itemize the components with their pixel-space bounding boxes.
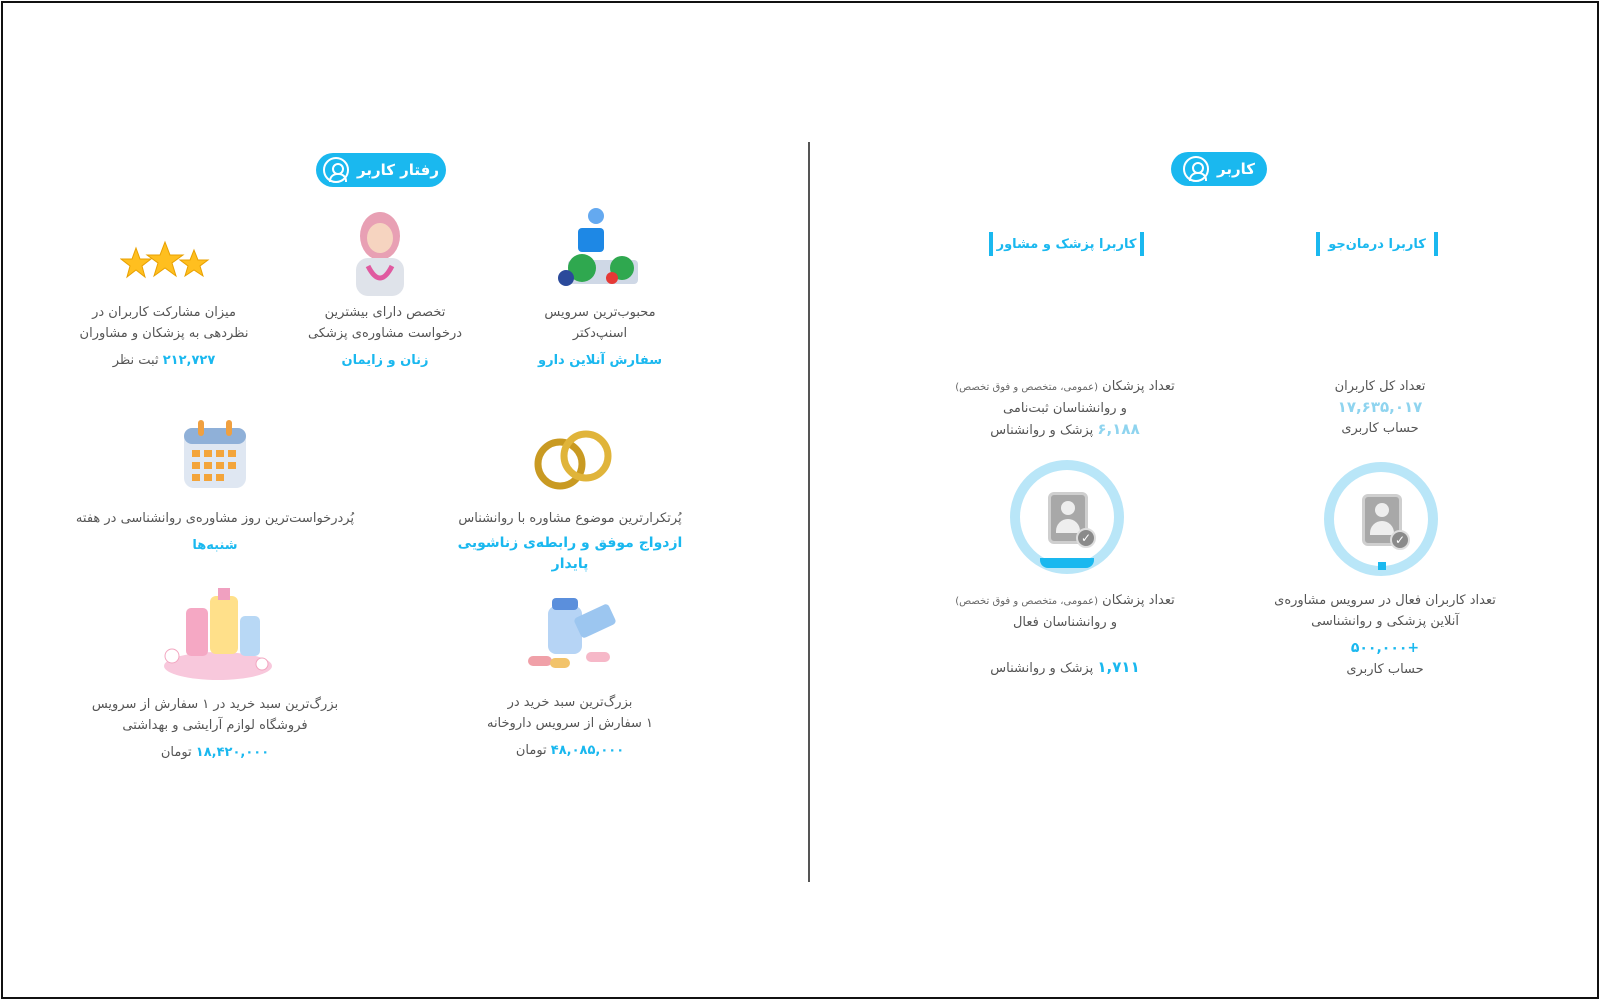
calendar-icon <box>182 418 248 490</box>
largest-pharmacy-unit: تومان <box>515 743 547 758</box>
active-users-ring-progress <box>1378 562 1386 570</box>
active-users-line2: آنلاین پزشکی و روانشناسی <box>1311 614 1459 629</box>
user-icon <box>1183 156 1209 182</box>
largest-pharmacy-line1: بزرگ‌ترین سبد خرید در <box>507 695 633 710</box>
registered-doctors-ring-progress <box>1040 558 1094 568</box>
active-users-ring <box>1324 462 1438 576</box>
total-users-stat <box>1270 376 1490 439</box>
active-doctors-value: ۱,۷۱۱ <box>1097 658 1140 676</box>
registered-doctors-note: (عمومی، متخصص و فوق تخصص) <box>955 382 1099 393</box>
largest-pharmacy-value: ۴۸,۰۸۵,۰۰۰ <box>550 743 625 758</box>
participation-line1: میزان مشارکت کاربران در <box>92 305 236 320</box>
section-divider <box>808 142 810 882</box>
largest-cosmetics-unit: تومان <box>160 745 192 760</box>
registered-doctors-ring <box>1010 460 1124 574</box>
registered-doctors-label: تعداد پزشکان <box>1102 379 1175 394</box>
delivery-scooter-icon <box>548 206 648 290</box>
popular-service-stat <box>520 302 680 371</box>
total-users-value: ۱۷,۶۳۵,۰۱۷ <box>1337 398 1423 416</box>
popular-service-value: سفارش آنلاین دارو <box>538 353 662 368</box>
user-section-badge <box>1171 152 1267 186</box>
participation-value: ۲۱۲,۷۲۷ <box>162 353 216 368</box>
busiest-day-value: شنبه‌ها <box>192 538 238 553</box>
top-specialty-value: زنان و زایمان <box>341 353 429 368</box>
active-users-unit: حساب کاربری <box>1346 662 1424 677</box>
active-doctors-unit: پزشک و روانشناس <box>990 661 1094 676</box>
frequent-topic-value: ازدواج موفق و رابطه‌ی زناشویی پایدار <box>457 535 683 572</box>
participation-line2: نظردهی به پزشکان و مشاوران <box>79 326 249 341</box>
participation-stat <box>64 302 264 371</box>
cosmetics-icon <box>158 586 278 682</box>
top-specialty-line2: درخواست مشاوره‌ی پزشکی <box>307 326 463 341</box>
female-doctor-icon <box>340 206 420 296</box>
total-users-unit: حساب کاربری <box>1341 421 1419 436</box>
participation-unit: ثبت نظر <box>112 353 159 368</box>
active-users-value: +۵۰۰,۰۰۰ <box>1350 640 1420 656</box>
behavior-section-badge <box>316 153 446 187</box>
active-doctors-line2: و روانشناسان فعال <box>1012 615 1118 630</box>
active-users-line1: تعداد کاربران فعال در سرویس مشاوره‌ی <box>1274 593 1496 608</box>
registered-doctors-unit: پزشک و روانشناس <box>990 423 1094 438</box>
active-doctors-note: (عمومی، متخصص و فوق تخصص) <box>955 596 1099 607</box>
user-section-title: کاربر <box>1217 160 1255 178</box>
active-doctors-label: تعداد پزشکان <box>1102 593 1175 608</box>
top-specialty-stat <box>290 302 480 371</box>
popular-service-line1: محبوب‌ترین سرویس <box>544 305 656 320</box>
registered-doctors-value: ۶,۱۸۸ <box>1097 420 1140 438</box>
check-icon: ✓ <box>1390 530 1410 550</box>
largest-pharmacy-stat <box>470 692 670 761</box>
active-doctors-stat <box>935 590 1195 679</box>
wedding-rings-icon <box>530 428 616 494</box>
frequent-topic-stat <box>440 508 700 575</box>
largest-cosmetics-value: ۱۸,۴۲۰,۰۰۰ <box>195 745 270 760</box>
largest-cosmetics-line1: بزرگ‌ترین سبد خرید در ۱ سفارش از سرویس <box>91 697 339 712</box>
registered-doctors-line2: و روانشناسان ثبت‌نامی <box>1003 401 1127 416</box>
busiest-day-line1: پُردرخواست‌ترین روز مشاوره‌ی روانشناسی در هفته <box>75 511 355 526</box>
frequent-topic-line1: پُرتکرارترین موضوع مشاوره با روانشناس <box>458 511 682 526</box>
user-behavior-icon <box>323 157 349 183</box>
largest-cosmetics-stat <box>70 694 360 763</box>
busiest-day-stat <box>60 508 370 556</box>
largest-cosmetics-line2: فروشگاه لوازم آرایشی و بهداشتی <box>122 718 308 733</box>
rating-stars-icon <box>120 240 210 284</box>
pills-medicine-icon <box>520 596 624 676</box>
registered-doctors-stat <box>935 376 1195 441</box>
category-doctor: کاربرا پزشک و مشاور <box>989 232 1144 256</box>
largest-pharmacy-line2: ۱ سفارش از سرویس داروخانه <box>486 716 654 731</box>
top-specialty-line1: تخصص دارای بیشترین <box>324 305 446 320</box>
check-icon: ✓ <box>1076 528 1096 548</box>
category-patient: کاربرا درمان‌جو <box>1316 232 1438 256</box>
popular-service-line2: اسنپ‌دکتر <box>572 326 628 341</box>
behavior-section-title: رفتار کاربر <box>356 161 440 179</box>
active-users-stat <box>1250 590 1520 680</box>
total-users-label: تعداد کل کاربران <box>1334 379 1426 394</box>
